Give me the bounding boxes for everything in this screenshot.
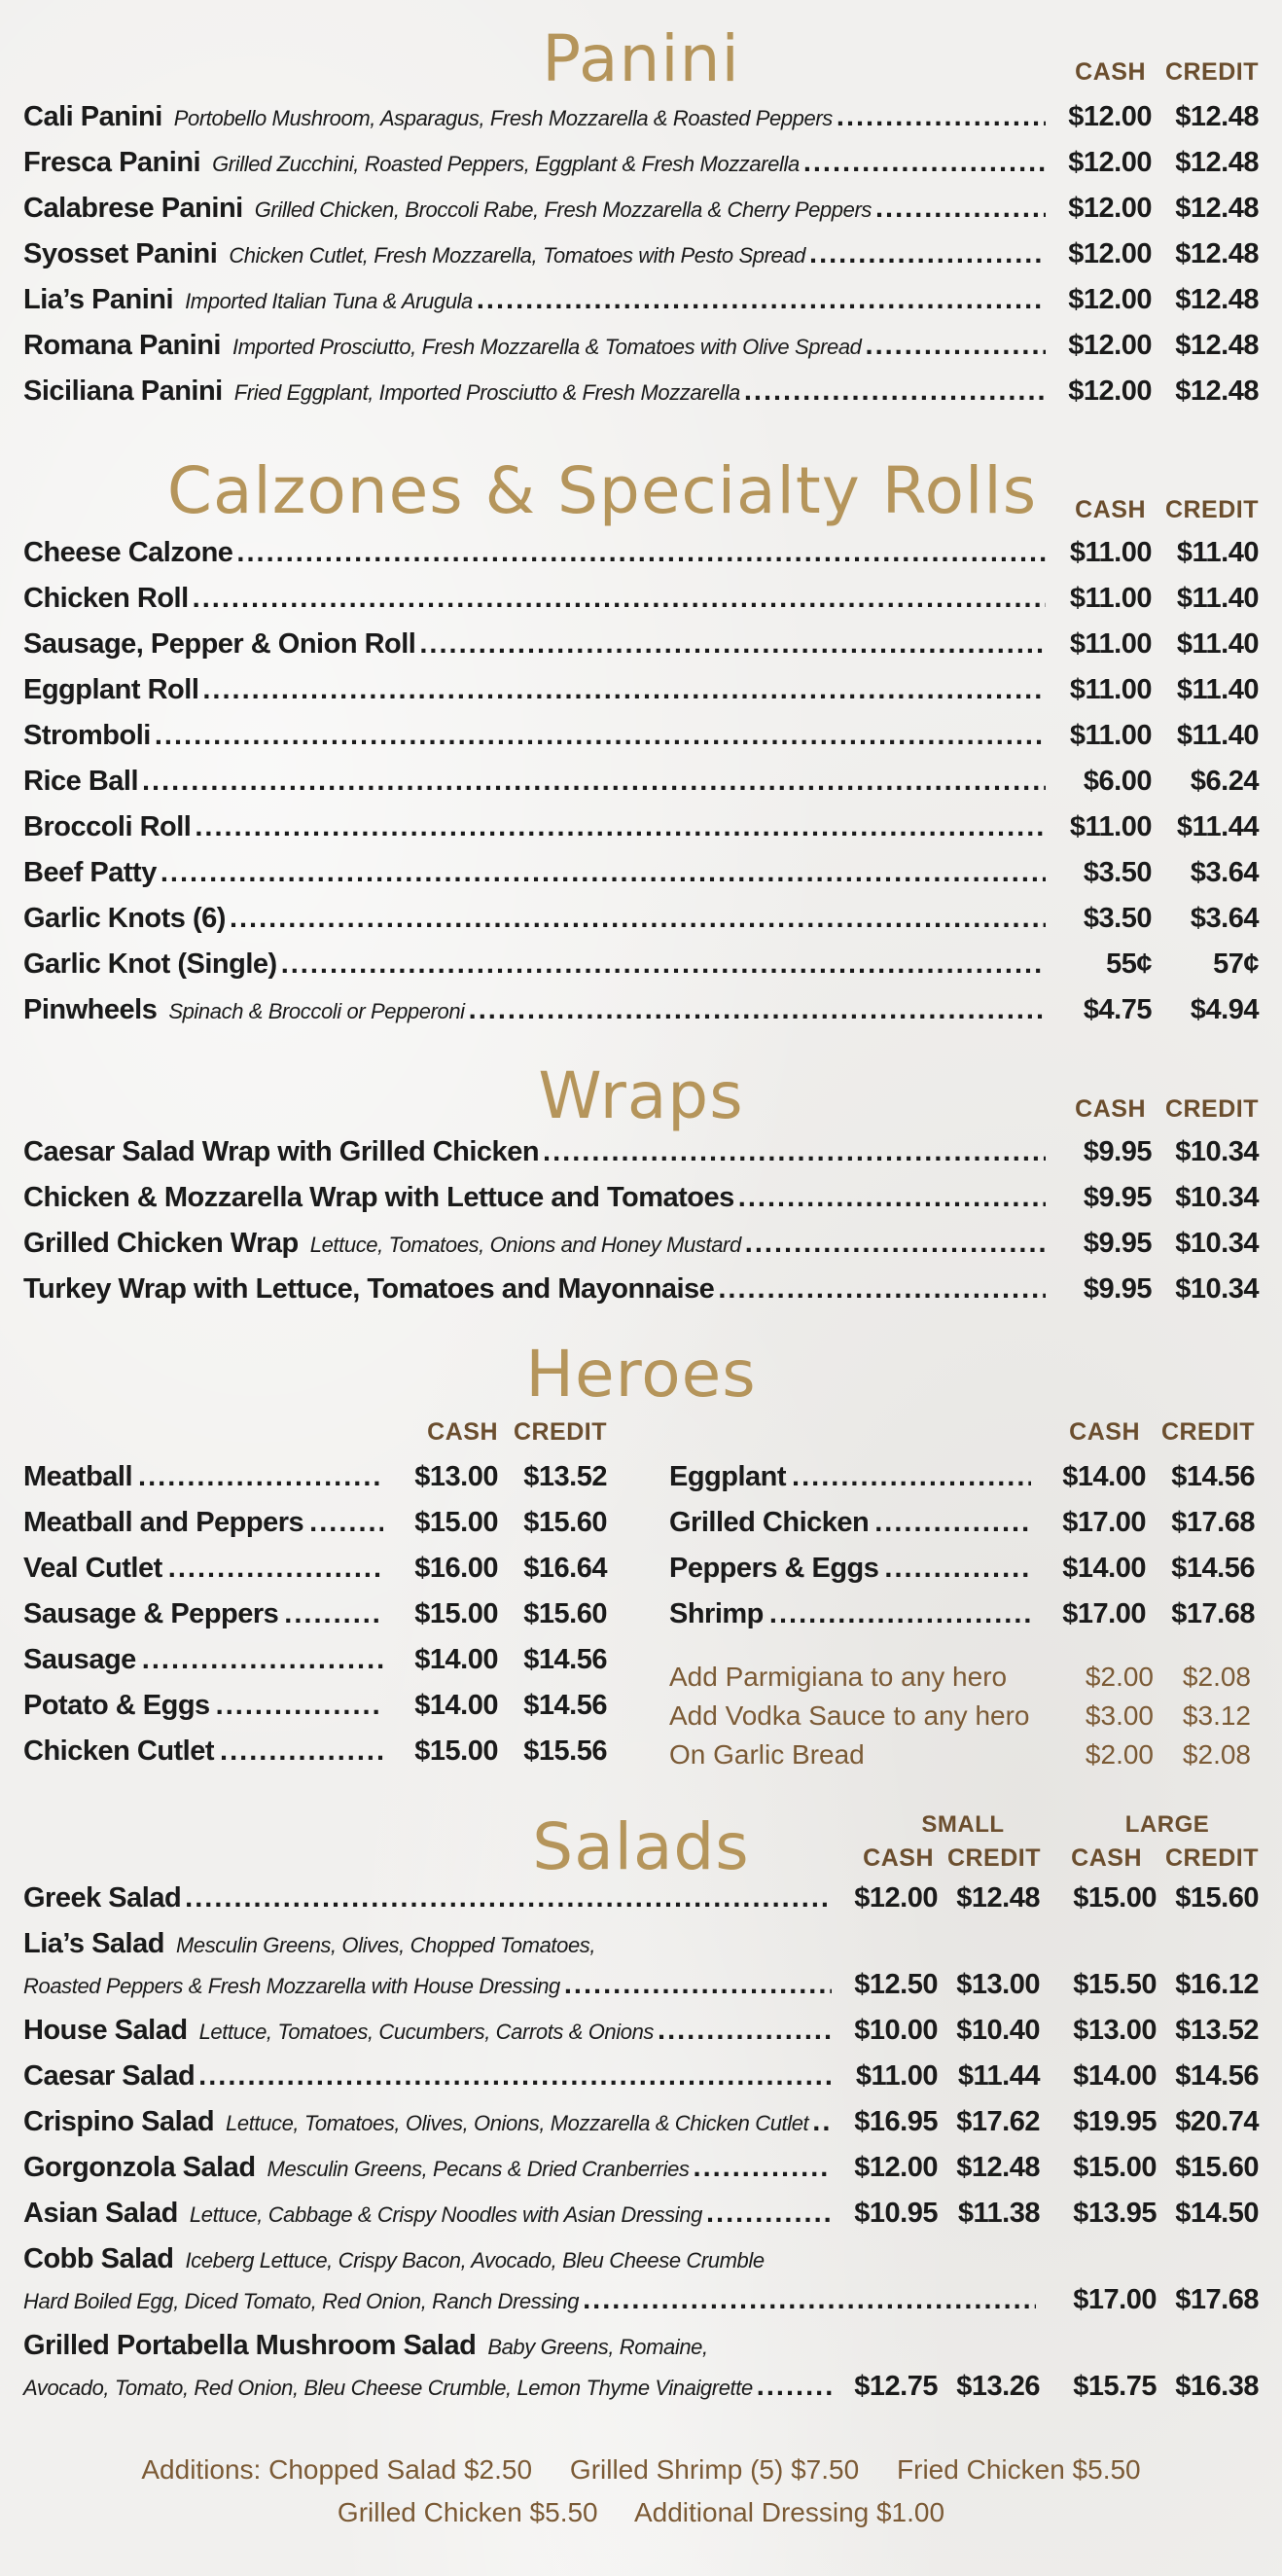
credit-price: $15.60: [523, 1598, 607, 1629]
large-cash-price: $15.00: [1073, 2152, 1157, 2183]
menu-item: [23, 811, 1259, 854]
cash-price: $15.00: [414, 1598, 498, 1629]
menu-item: [23, 674, 1259, 717]
credit-price: $3.12: [1182, 1700, 1251, 1731]
salads-title: Salads: [532, 1809, 750, 1884]
menu-item: [23, 1182, 1259, 1225]
credit-price: $10.34: [1175, 1273, 1259, 1305]
item-name: Meatball: [23, 1461, 133, 1492]
item-description: Baby Greens, Romaine,: [487, 2335, 708, 2359]
item-name: Turkey Wrap with Lettuce, Tomatoes and Mayonnaise: [23, 1273, 715, 1305]
item-name: Crispino Salad: [23, 2106, 215, 2137]
cash-price: $15.00: [414, 1507, 498, 1538]
menu-item: [23, 193, 1259, 235]
panini-title: Panini: [542, 21, 740, 96]
large-credit-price: $15.60: [1175, 1882, 1259, 1914]
item-name: Pinwheels: [23, 994, 158, 1025]
small-cash-price: $12.00: [854, 2152, 938, 2183]
menu-item: [23, 147, 1259, 190]
item-description: Lettuce, Tomatoes, Onions and Honey Mustard: [309, 1233, 741, 1257]
cash-price: $9.95: [1083, 1136, 1152, 1167]
small-credit-price: $13.00: [956, 1969, 1040, 2000]
item-name: Eggplant Roll: [23, 674, 199, 705]
small-cash-price: $11.00: [855, 2060, 938, 2092]
item-name: Garlic Knot (Single): [23, 948, 277, 980]
small-cash-price: $12.00: [854, 1882, 938, 1914]
credit-price: $10.34: [1175, 1136, 1259, 1167]
credit-price: $3.64: [1190, 857, 1259, 888]
cash-price: $14.00: [414, 1644, 498, 1675]
cash-price: $2.00: [1085, 1662, 1154, 1692]
large-credit-price: $16.12: [1175, 1969, 1259, 2000]
credit-price: 57¢: [1213, 948, 1259, 980]
cash-price: $14.00: [1062, 1461, 1146, 1492]
small-cash-price: $10.95: [854, 2198, 938, 2229]
hero-addon: [669, 1700, 1251, 1732]
cash-price: $14.00: [1062, 1553, 1146, 1584]
item-name: Broccoli Roll: [23, 811, 192, 842]
cash-price: $12.00: [1068, 284, 1152, 315]
item-name: Greek Salad: [23, 1882, 182, 1914]
menu-item: [23, 330, 1259, 373]
cash-price: $4.75: [1083, 994, 1152, 1025]
calzones-title: Calzones & Specialty Rolls: [166, 453, 1038, 528]
cash-price: $12.00: [1068, 147, 1152, 178]
item-description: Chicken Cutlet, Fresh Mozzarella, Tomatoes with Pesto Spread: [229, 243, 806, 268]
hero-item: [23, 1507, 607, 1550]
item-name: Stromboli: [23, 720, 151, 751]
item-description: Spinach & Broccoli or Pepperoni: [168, 999, 465, 1023]
salad-item: [23, 2015, 1259, 2057]
item-description: Mesculin Greens, Pecans & Dried Cranberries: [267, 2157, 690, 2181]
cash-price: $9.95: [1083, 1228, 1152, 1259]
item-name: Grilled Chicken: [669, 1507, 870, 1538]
credit-price: $12.48: [1175, 284, 1259, 315]
credit-price: $11.40: [1176, 583, 1259, 614]
menu-item: [23, 583, 1259, 626]
item-name: Romana Panini: [23, 330, 221, 361]
cash-price: 55¢: [1106, 948, 1152, 980]
large-credit-price: $16.38: [1175, 2371, 1259, 2402]
item-name: Grilled Portabella Mushroom Salad: [23, 2330, 477, 2361]
item-name: Chicken Cutlet: [23, 1735, 215, 1767]
salad-additions-line-1: Additions: Chopped Salad $2.50 Grilled Shrimp (5) $7.50 Fried Chicken $5.50: [141, 2454, 1141, 2485]
small-cash-price: $10.00: [854, 2015, 938, 2046]
menu-item: [23, 537, 1259, 580]
salads-small-credit-header: CREDIT: [946, 1844, 1041, 1872]
cash-price: $14.00: [414, 1690, 498, 1721]
large-credit-price: $20.74: [1175, 2106, 1259, 2137]
hero-item: [23, 1735, 607, 1778]
cash-price: $17.00: [1062, 1507, 1146, 1538]
item-name: Cali Panini: [23, 101, 162, 132]
menu-item: [23, 1136, 1259, 1179]
item-description: Fried Eggplant, Imported Prosciutto & Fresh Mozzarella: [233, 380, 740, 405]
cash-price: $9.95: [1083, 1273, 1152, 1305]
credit-price: $12.48: [1175, 147, 1259, 178]
large-credit-price: $14.56: [1175, 2060, 1259, 2092]
credit-price: $17.68: [1171, 1598, 1255, 1629]
credit-price: $11.40: [1176, 674, 1259, 705]
credit-price: $12.48: [1175, 238, 1259, 269]
item-description: Lettuce, Cabbage & Crispy Noodles with Asian Dressing: [189, 2202, 702, 2227]
cash-price: $11.00: [1069, 537, 1152, 568]
calzones-cash-header: CASH: [1075, 496, 1146, 523]
salad-item-name-row: [23, 2330, 1259, 2373]
small-credit-price: $11.44: [957, 2060, 1040, 2092]
menu-item: [23, 628, 1259, 671]
menu-item: [23, 284, 1259, 327]
addon-name: On Garlic Bread: [669, 1739, 865, 1770]
menu-item: [23, 1228, 1259, 1270]
credit-price: $11.44: [1176, 811, 1259, 842]
large-cash-price: $14.00: [1073, 2060, 1157, 2092]
menu-item: [23, 238, 1259, 281]
salad-item: [23, 1969, 1259, 2012]
large-credit-price: $14.50: [1175, 2198, 1259, 2229]
small-cash-price: $12.50: [854, 1969, 938, 2000]
cash-price: $3.50: [1083, 857, 1152, 888]
cash-price: $12.00: [1068, 101, 1152, 132]
item-name: Caesar Salad: [23, 2060, 196, 2092]
cash-price: $3.00: [1085, 1700, 1154, 1731]
small-credit-price: $12.48: [956, 1882, 1040, 1914]
hero-item: [669, 1461, 1255, 1504]
credit-price: $15.56: [523, 1735, 607, 1767]
salad-item: [23, 2106, 1259, 2149]
hero-item: [669, 1553, 1255, 1595]
credit-price: $11.40: [1176, 720, 1259, 751]
small-credit-price: $13.26: [956, 2371, 1040, 2402]
hero-item: [23, 1553, 607, 1595]
cash-price: $11.00: [1069, 811, 1152, 842]
menu-item: [23, 101, 1259, 144]
cash-price: $6.00: [1083, 766, 1152, 797]
credit-price: $14.56: [523, 1644, 607, 1675]
cash-price: $12.00: [1068, 238, 1152, 269]
heroes-right-credit-header: CREDIT: [1160, 1418, 1255, 1446]
large-cash-price: $15.00: [1073, 1882, 1157, 1914]
item-name: Grilled Chicken Wrap: [23, 1228, 299, 1259]
item-name: Garlic Knots (6): [23, 903, 226, 934]
wraps-title: Wraps: [538, 1058, 744, 1133]
item-description-line2: Avocado, Tomato, Red Onion, Bleu Cheese Crumble, Lemon Thyme Vinaigrette: [23, 2376, 753, 2400]
large-credit-price: $17.68: [1175, 2284, 1259, 2315]
item-name: Sausage: [23, 1644, 136, 1675]
hero-addon: [669, 1739, 1251, 1771]
cash-price: $11.00: [1069, 720, 1152, 751]
credit-price: $12.48: [1175, 101, 1259, 132]
hero-item: [23, 1644, 607, 1687]
menu-item: [23, 766, 1259, 808]
menu-item: [23, 994, 1259, 1037]
item-description-line2: Roasted Peppers & Fresh Mozzarella with House Dressing: [23, 1974, 560, 1998]
calzones-credit-header: CREDIT: [1164, 496, 1259, 523]
item-name: Asian Salad: [23, 2198, 178, 2229]
small-credit-price: $17.62: [956, 2106, 1040, 2137]
item-name: Sausage & Peppers: [23, 1598, 279, 1629]
credit-price: $14.56: [1171, 1461, 1255, 1492]
heroes-right-cash-header: CASH: [1069, 1418, 1140, 1446]
item-name: Fresca Panini: [23, 147, 201, 178]
cash-price: $13.00: [414, 1461, 498, 1492]
item-name: Lia’s Salad: [23, 1928, 164, 1959]
credit-price: $10.34: [1175, 1228, 1259, 1259]
credit-price: $12.48: [1175, 330, 1259, 361]
salads-large-credit-header: CREDIT: [1164, 1844, 1259, 1872]
salads-large-header: LARGE: [1124, 1811, 1210, 1838]
credit-price: $16.64: [523, 1553, 607, 1584]
salad-additions-line-2: Grilled Chicken $5.50 Additional Dressing $1.00: [337, 2497, 945, 2527]
cash-price: $3.50: [1083, 903, 1152, 934]
credit-price: $17.68: [1171, 1507, 1255, 1538]
item-name: Beef Patty: [23, 857, 157, 888]
addon-name: Add Vodka Sauce to any hero: [669, 1700, 1030, 1731]
small-cash-price: $12.75: [854, 2371, 938, 2402]
cash-price: $17.00: [1062, 1598, 1146, 1629]
item-name: Cheese Calzone: [23, 537, 233, 568]
cash-price: $12.00: [1068, 376, 1152, 407]
cash-price: $9.95: [1083, 1182, 1152, 1213]
heroes-title: Heroes: [525, 1337, 757, 1412]
credit-price: $12.48: [1175, 376, 1259, 407]
item-description-line2: Hard Boiled Egg, Diced Tomato, Red Onion, Ranch Dressing: [23, 2289, 580, 2313]
item-name: Meatball and Peppers: [23, 1507, 304, 1538]
heroes-left-credit-header: CREDIT: [513, 1418, 607, 1446]
salad-item: [23, 2198, 1259, 2240]
addon-name: Add Parmigiana to any hero: [669, 1662, 1008, 1692]
salad-item: [23, 2152, 1259, 2195]
item-name: Rice Ball: [23, 766, 138, 797]
cash-price: $11.00: [1069, 628, 1152, 660]
cash-price: $11.00: [1069, 583, 1152, 614]
salad-item-name-row: [23, 1928, 1259, 1971]
salad-item: [23, 2060, 1259, 2103]
salad-item: [23, 1882, 1259, 1925]
item-name: Caesar Salad Wrap with Grilled Chicken: [23, 1136, 540, 1167]
item-name: Eggplant: [669, 1461, 787, 1492]
salads-large-cash-header: CASH: [1071, 1844, 1142, 1872]
cash-price: $2.00: [1085, 1739, 1154, 1770]
large-cash-price: $17.00: [1073, 2284, 1157, 2315]
item-description: Lettuce, Tomatoes, Olives, Onions, Mozzarella & Chicken Cutlet: [226, 2111, 809, 2135]
credit-price: $2.08: [1182, 1739, 1251, 1770]
hero-addon: [669, 1662, 1251, 1693]
cash-price: $11.00: [1069, 674, 1152, 705]
panini-credit-header: CREDIT: [1164, 58, 1259, 86]
item-description: Imported Prosciutto, Fresh Mozzarella & Tomatoes with Olive Spread: [232, 335, 862, 359]
item-name: Peppers & Eggs: [669, 1553, 879, 1584]
item-name: Lia’s Panini: [23, 284, 174, 315]
credit-price: $14.56: [523, 1690, 607, 1721]
panini-cash-header: CASH: [1075, 58, 1146, 86]
item-name: Chicken Roll: [23, 583, 189, 614]
salads-small-cash-header: CASH: [863, 1844, 934, 1872]
item-name: Syosset Panini: [23, 238, 218, 269]
hero-item: [669, 1507, 1255, 1550]
credit-price: $2.08: [1182, 1662, 1251, 1692]
large-cash-price: $13.95: [1073, 2198, 1157, 2229]
hero-item: [23, 1461, 607, 1504]
item-name: Chicken & Mozzarella Wrap with Lettuce and Tomatoes: [23, 1182, 734, 1213]
menu-item: [23, 1273, 1259, 1316]
cash-price: $12.00: [1068, 193, 1152, 224]
item-name: Veal Cutlet: [23, 1553, 162, 1584]
menu-item: [23, 720, 1259, 763]
item-name: Calabrese Panini: [23, 193, 243, 224]
large-credit-price: $13.52: [1175, 2015, 1259, 2046]
item-name: Cobb Salad: [23, 2243, 174, 2274]
hero-item: [669, 1598, 1255, 1641]
credit-price: $14.56: [1171, 1553, 1255, 1584]
item-description: Iceberg Lettuce, Crispy Bacon, Avocado, Bleu Cheese Crumble: [185, 2248, 765, 2272]
hero-item: [23, 1690, 607, 1733]
small-cash-price: $16.95: [854, 2106, 938, 2137]
heroes-left-cash-header: CASH: [427, 1418, 498, 1446]
large-cash-price: $15.50: [1073, 1969, 1157, 2000]
salads-small-header: SMALL: [921, 1811, 1005, 1838]
small-credit-price: $10.40: [956, 2015, 1040, 2046]
item-name: Shrimp: [669, 1598, 764, 1629]
item-description: Grilled Chicken, Broccoli Rabe, Fresh Mozzarella & Cherry Peppers: [254, 197, 872, 222]
wraps-credit-header: CREDIT: [1164, 1095, 1259, 1123]
item-name: House Salad: [23, 2015, 188, 2046]
credit-price: $3.64: [1190, 903, 1259, 934]
large-cash-price: $19.95: [1073, 2106, 1157, 2137]
credit-price: $12.48: [1175, 193, 1259, 224]
item-name: Potato & Eggs: [23, 1690, 210, 1721]
large-credit-price: $15.60: [1175, 2152, 1259, 2183]
large-cash-price: $13.00: [1073, 2015, 1157, 2046]
menu-item: [23, 857, 1259, 900]
cash-price: $16.00: [414, 1553, 498, 1584]
salad-item: [23, 2371, 1259, 2414]
hero-item: [23, 1598, 607, 1641]
menu-item: [23, 903, 1259, 946]
small-credit-price: $11.38: [957, 2198, 1040, 2229]
item-name: Gorgonzola Salad: [23, 2152, 256, 2183]
credit-price: $11.40: [1176, 537, 1259, 568]
item-description: Portobello Mushroom, Asparagus, Fresh Mozzarella & Roasted Peppers: [173, 106, 833, 130]
menu-item: [23, 948, 1259, 991]
item-description: Lettuce, Tomatoes, Cucumbers, Carrots & Onions: [198, 2020, 655, 2044]
credit-price: $10.34: [1175, 1182, 1259, 1213]
credit-price: $13.52: [523, 1461, 607, 1492]
item-name: Sausage, Pepper & Onion Roll: [23, 628, 416, 660]
salad-item-name-row: [23, 2243, 1259, 2286]
cash-price: $12.00: [1068, 330, 1152, 361]
menu-item: [23, 376, 1259, 418]
small-credit-price: $12.48: [956, 2152, 1040, 2183]
salad-item: [23, 2284, 1259, 2327]
credit-price: $6.24: [1190, 766, 1259, 797]
cash-price: $15.00: [414, 1735, 498, 1767]
credit-price: $15.60: [523, 1507, 607, 1538]
item-description: Mesculin Greens, Olives, Chopped Tomatoes,: [175, 1933, 596, 1957]
credit-price: $11.40: [1176, 628, 1259, 660]
item-description: Imported Italian Tuna & Arugula: [185, 289, 473, 313]
item-description: Grilled Zucchini, Roasted Peppers, Eggplant & Fresh Mozzarella: [212, 152, 800, 176]
wraps-cash-header: CASH: [1075, 1095, 1146, 1123]
large-cash-price: $15.75: [1073, 2371, 1157, 2402]
credit-price: $4.94: [1190, 994, 1259, 1025]
item-name: Siciliana Panini: [23, 376, 223, 407]
